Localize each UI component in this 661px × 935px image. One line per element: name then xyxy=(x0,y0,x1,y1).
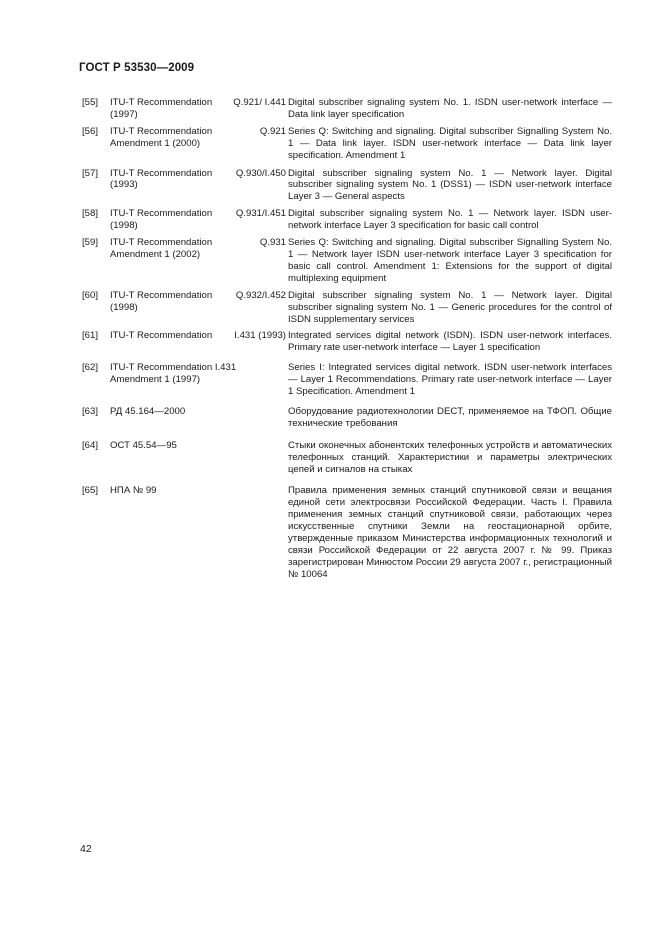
reference-title: Правила применения земных станций спутниковой связи и вещания единой сети электросвязи Российской Федерации. Часть I. Правила применения земных станций спутниковой связи, работающих через искусственные спутники Земли на геостационарной орбите, утвержденные приказом Министерства информационных технологий и связи Российской Федерации от 22 августа 2007 г. № 99. Приказ зарегистрирован Минюстом России 29 августа 2007 г., регистрационный № 10064 xyxy=(288,485,612,580)
reference-title: Стыки оконечных абонентских телефонных устройств и автоматических телефонных станций. Характеристики и параметры электрических цепей и сигналов на стыках xyxy=(288,439,612,475)
reference-title: Digital subscriber signaling system No. 1 — Network layer. Digital subscriber signaling system No. 1 (DSS1) — ISDN user-network interface Layer 3 — General aspects xyxy=(288,167,612,203)
reference-document-text: Amendment 1 (1997) xyxy=(110,374,201,386)
reference-document-text: Amendment 1 (2000) xyxy=(110,137,201,149)
reference-document-text: Q.921 xyxy=(259,125,286,137)
reference-number: [62] xyxy=(82,362,99,374)
reference-document xyxy=(110,290,288,326)
reference-entry xyxy=(82,237,612,285)
reference-document-text: ITU-T Recommendation xyxy=(110,289,213,301)
reference-number: [65] xyxy=(82,485,99,497)
reference-document-text: Q.921/ I.441 xyxy=(233,97,286,108)
reference-document-text: (1998) xyxy=(110,220,138,232)
reference-title: Series I: Integrated services digital network. ISDN user-network interfaces — Layer 1 Recommendations. Primary rate user-network interface — Layer 1 Specification. Amendment 1 xyxy=(288,362,612,398)
reference-entry xyxy=(82,440,612,476)
reference-document-text: ITU-T Recommendation xyxy=(110,237,213,249)
reference-entry xyxy=(82,168,612,204)
reference-document xyxy=(110,440,288,476)
reference-document-text: (1993) xyxy=(110,179,138,191)
reference-number: [64] xyxy=(82,439,99,451)
reference-entry xyxy=(82,97,612,121)
reference-document-text: I.431 (1993) xyxy=(234,330,286,342)
reference-document-text: ITU-T Recommendation xyxy=(110,125,213,137)
reference-title: Series Q: Switching and signaling. Digital subscriber Signalling System No. 1 — Network layer ISDN user-network interface Layer 3 specification for basic call control. Amendment 1: Extensions for the support of digital multiplexing equipment xyxy=(288,237,612,284)
reference-document xyxy=(110,126,288,162)
reference-entry xyxy=(82,406,612,430)
reference-document xyxy=(110,168,288,204)
page-number: 42 xyxy=(80,843,92,855)
reference-title: Оборудование радиотехнологии DECT, применяемое на ТФОП. Общие технические требования xyxy=(288,405,612,429)
reference-document-text: ITU-T Recommendation xyxy=(110,97,213,108)
reference-document-text: ITU-T Recommendation xyxy=(110,167,213,179)
reference-entry xyxy=(82,485,612,580)
reference-title: Digital subscriber signaling system No. 1 — Network layer. ISDN user-network interface Layer 3 specification for basic call control xyxy=(288,208,612,232)
reference-document-text: ITU-T Recommendation xyxy=(110,208,213,220)
reference-document-text: НПА № 99 xyxy=(110,485,157,497)
reference-document xyxy=(110,237,288,285)
reference-entry xyxy=(82,330,612,354)
document-header: ГОСТ Р 53530—2009 xyxy=(79,62,195,74)
reference-title: Integrated services digital network (ISDN). ISDN user-network interfaces. Primary rate user-network interface — Layer 1 specification xyxy=(288,330,612,354)
bibliography-list xyxy=(82,97,612,581)
reference-document-text: (1998) xyxy=(110,301,138,313)
reference-entry xyxy=(82,362,612,398)
reference-document-text: РД 45.164—2000 xyxy=(110,405,186,417)
reference-document-text: Q.931/I.451 xyxy=(235,208,286,220)
reference-document-text: ITU-T Recommendation I.431 xyxy=(110,362,237,374)
reference-entry xyxy=(82,126,612,162)
reference-number: [56] xyxy=(82,125,99,137)
reference-document-text: (1997) xyxy=(110,108,138,120)
reference-document xyxy=(110,362,288,398)
reference-number: [58] xyxy=(82,208,99,220)
reference-document xyxy=(110,330,288,354)
reference-document-text: Q.930/I.450 xyxy=(235,167,286,179)
reference-title: Series Q: Switching and signaling. Digital subscriber Signalling System No. 1 — Data link layer. ISDN user-network interface — Data link layer specification. Amendment 1 xyxy=(288,125,612,161)
reference-title: Digital subscriber signaling system No. 1 — Network layer. Digital subscriber signaling system No. 1 — Generic procedures for the control of ISDN supplementary services xyxy=(288,289,612,325)
reference-document xyxy=(110,97,288,121)
reference-number: [63] xyxy=(82,405,99,417)
reference-document xyxy=(110,485,288,580)
reference-number: [55] xyxy=(82,97,99,108)
reference-document xyxy=(110,406,288,430)
reference-number: [60] xyxy=(82,289,99,301)
reference-document xyxy=(110,208,288,232)
reference-number: [57] xyxy=(82,167,99,179)
reference-number: [61] xyxy=(82,330,99,342)
reference-document-text: Q.931 xyxy=(259,237,286,249)
reference-document-text: ОСТ 45.54—95 xyxy=(110,439,177,451)
reference-document-text: ITU-T Recommendation xyxy=(110,330,213,342)
reference-entry xyxy=(82,208,612,232)
reference-document-text: Amendment 1 (2002) xyxy=(110,248,201,260)
reference-title: Digital subscriber signaling system No. 1. ISDN user-network interface — Data link layer specification xyxy=(288,97,612,120)
reference-document-text: Q.932/I.452 xyxy=(235,289,286,301)
reference-entry xyxy=(82,290,612,326)
reference-number: [59] xyxy=(82,237,99,249)
